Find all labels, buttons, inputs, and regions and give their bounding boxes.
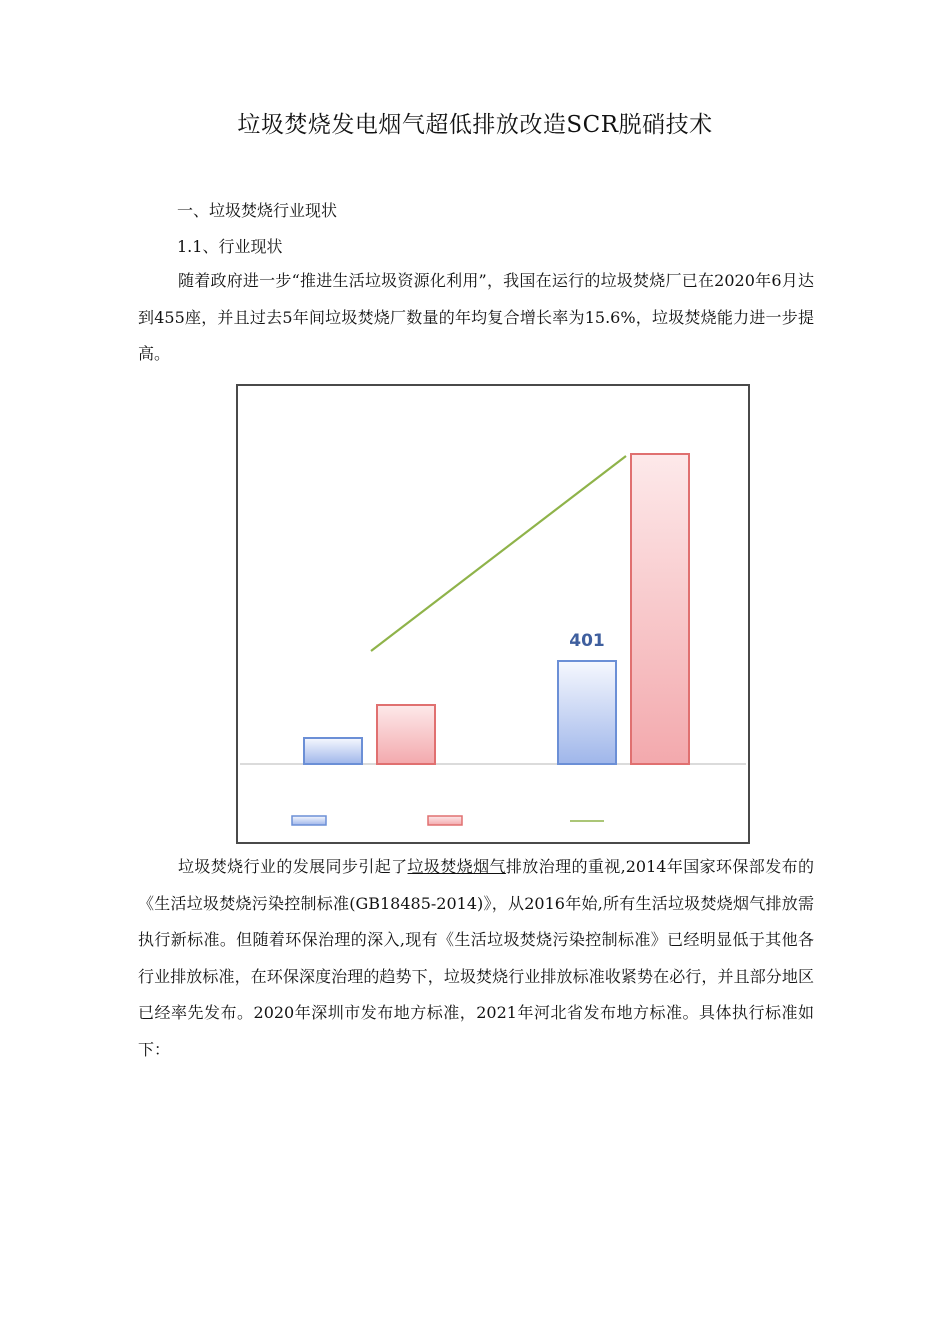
- growth-trend-line: [371, 456, 626, 651]
- chart-canvas: [238, 386, 748, 842]
- paragraph-industry-status: 随着政府进一步“推进生活垃圾资源化利用”，我国在运行的垃圾焚烧厂已在2020年6月达到455座，并且过去5年间垃圾焚烧厂数量的年均复合增长率为15.6%，垃圾焚烧能力进一步提高。: [138, 271, 814, 363]
- document-title: 垃圾焚烧发电烟气超低排放改造SCR脱硝技术: [237, 112, 713, 138]
- data-label-count-2019: 401: [569, 631, 605, 651]
- legend-swatch-capacity: [428, 816, 462, 825]
- paragraph-emission-standards: [138, 849, 814, 1068]
- bar-capacity-2015: [377, 705, 435, 764]
- link-incineration-flue-gas[interactable]: 垃圾焚烧烟气: [407, 857, 506, 876]
- bar-count-2015: [304, 738, 362, 764]
- subsection-heading: 1.1、行业现状: [177, 237, 283, 256]
- bar-capacity-2019: [631, 454, 689, 764]
- legend-swatch-count: [292, 816, 326, 825]
- bar-count-2019: [558, 661, 616, 764]
- incineration-chart: [236, 384, 750, 844]
- paragraph-text-start: 垃圾焚烧行业的发展同步引起了: [178, 857, 408, 876]
- section-heading: 一、垃圾焚烧行业现状: [177, 201, 338, 220]
- paragraph-text-end: 排放治理的重视,2014年国家环保部发布的《生活垃圾焚烧污染控制标准(GB18485-2014)》，从2016年始,所有生活垃圾焚烧烟气排放需执行新标准。但随着环保治理的深入,现有《生活垃圾焚烧污染控制标准》已经明显低于其他各行业排放标准，在环保深度治理的趋势下，垃圾焚烧行业排放标准收紧势在必行，并且部分地区已经率先发布。2020年深圳市发布地方标准，2021年河北省发布地方标准。具体执行标准如下：: [138, 857, 814, 1059]
